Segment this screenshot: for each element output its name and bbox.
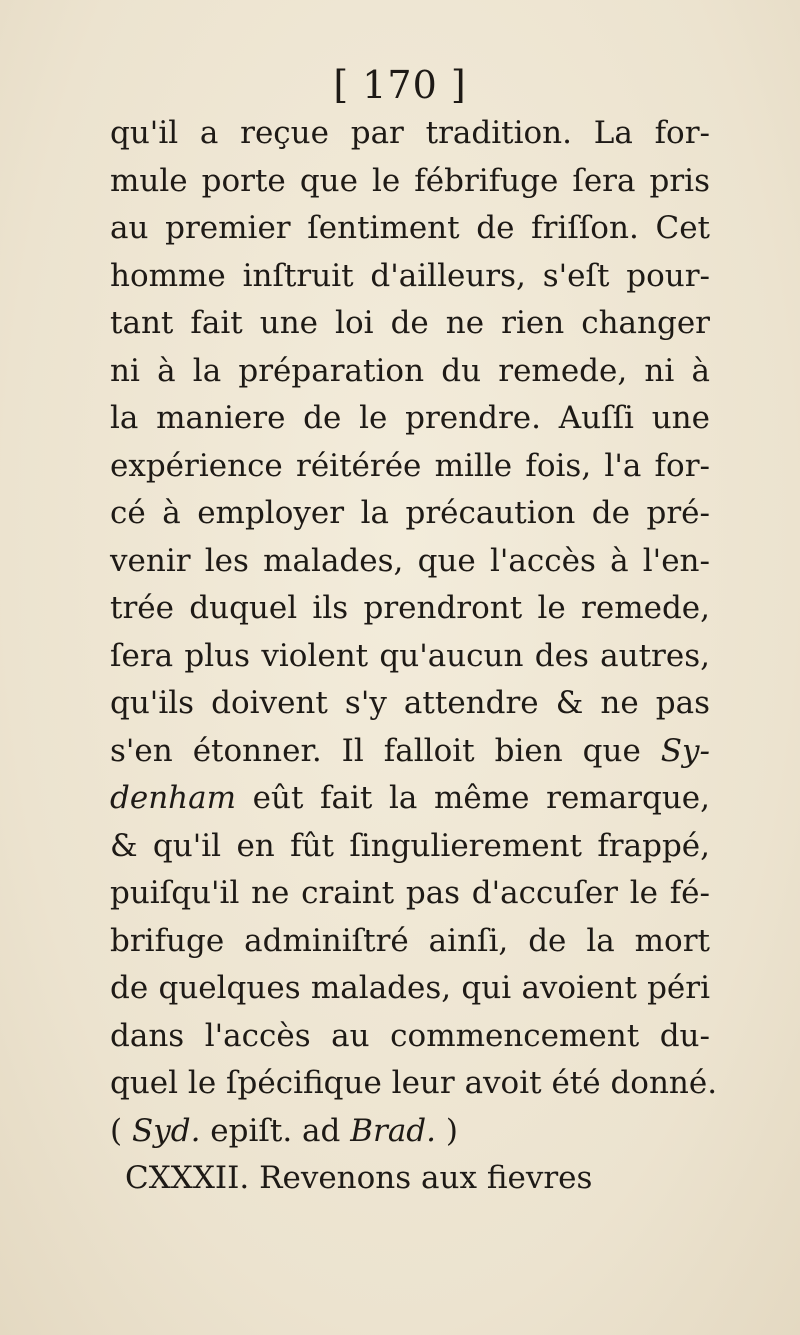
text-line: qu'il a reçue par tradition. La for- [110,115,710,151]
text-line: expérience réitérée mille fois, l'a for- [110,447,710,484]
text-line: de quelques malades, qui avoient péri [110,970,710,1006]
body-text [110,110,718,1203]
text-line: brifuge adminiſtré ainſi, de la mort [110,922,710,959]
text-line: cé à employer la précaution de pré- [110,495,710,531]
text-line: qu'ils doivent s'y attendre & ne pas [110,685,710,721]
text-line: ni à la préparation du remede, ni à [110,352,710,389]
citation-text: epiſt. ad [210,1112,341,1149]
citation-recipient: Brad. [350,1112,436,1149]
text-line: homme inſtruit d'ailleurs, s'eſt pour- [110,257,710,294]
author-name-fragment: Sy- [660,732,710,769]
text-line: tant fait une loi de ne rien changer [110,305,710,341]
text-line: ſera plus violent qu'aucun des autres, [110,637,710,674]
text-line: au premier ſentiment de friſſon. Cet [110,210,710,246]
text-line-with-name [110,728,710,776]
text-fragment: eût fait la même remarque, [252,780,711,816]
citation-line [110,1108,710,1156]
text-line: la maniere de le prendre. Auſſi une [110,400,710,436]
text-line: & qu'il en fût ſingulierement frappé, [110,827,710,864]
page-number: [ 170 ] [333,63,467,107]
citation-close: ) [445,1112,458,1149]
text-line: trée duquel ils prendront le remede, [110,590,710,626]
text-line: venir les malades, que l'accès à l'en- [110,542,710,579]
text-fragment: s'en étonner. Il falloit bien que [110,732,641,769]
section-start-line: CXXXII. Revenons aux fievres [125,1160,593,1196]
text-line: dans l'accès au commencement du- [110,1017,710,1054]
text-line: mule porte que le fébrifuge ſera pris [110,162,710,199]
author-name-fragment: denham [110,780,236,816]
text-line: puiſqu'il ne craint pas d'accuſer le fé- [110,875,710,911]
citation-open: ( [110,1112,123,1149]
citation-author: Syd. [131,1112,201,1149]
text-line: quel le ſpécifique leur avoit été donné. [110,1065,718,1101]
text-line-with-name [110,775,710,823]
